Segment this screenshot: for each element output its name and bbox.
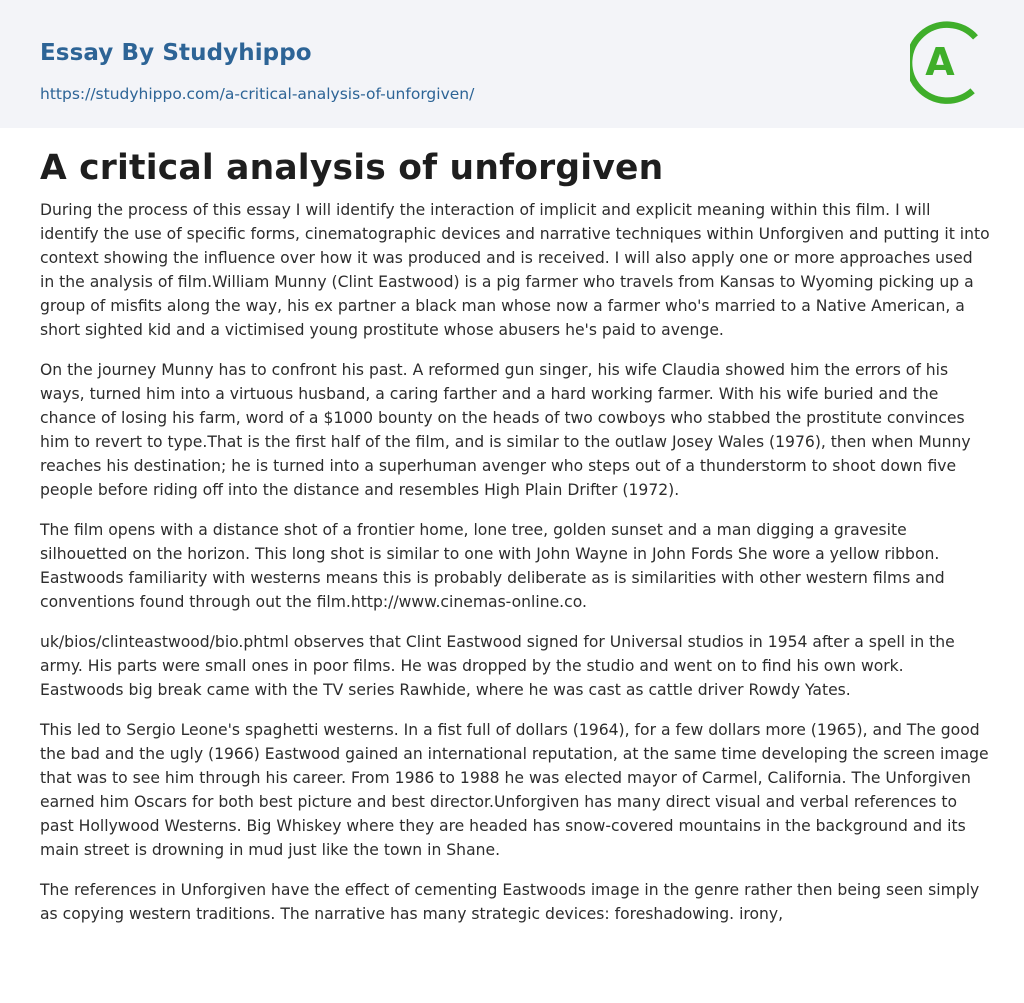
paragraph: This led to Sergio Leone's spaghetti westerns. In a fist full of dollars (1964), for a few dollars more (1965), and The good the bad and the ugly (1966) Eastwood gained an international reputation, at the same time developing the screen image that was to see him through his career. From 1986 to 1988 he was elected mayor of Carmel, California. The Unforgiven earned him Oscars for both best picture and best director.Unforgiven has many direct visual and verbal references to past Hollywood Westerns. Big Whiskey where they are headed has snow-covered mountains in the background and its main street is drowning in mud just like the town in Shane. — [40, 721, 989, 859]
brand-title[interactable]: Essay By Studyhippo — [40, 40, 312, 66]
source-url-link[interactable]: https://studyhippo.com/a-critical-analysis-of-unforgiven/ — [40, 85, 475, 103]
studyhippo-logo-icon[interactable] — [910, 19, 988, 107]
paragraph: During the process of this essay I will identify the interaction of implicit and explicit meaning within this film. I will identify the use of specific forms, cinematographic devices and narrative techniques within Unforgiven and putting it into context showing the influence over how it was produced and is received. I will also apply one or more approaches used in the analysis of film.William Munny (Clint Eastwood) is a pig farmer who travels from Kansas to Wyoming picking up a group of misfits along the way, his ex partner a black man whose now a farmer who's married to a Native American, a short sighted kid and a victimised young prostitute whose abusers he's paid to avenge. — [40, 201, 990, 339]
paragraph: On the journey Munny has to confront his past. A reformed gun singer, his wife Claudia showed him the errors of his ways, turned him into a virtuous husband, a caring farther and a hard working farmer. With his wife buried and the chance of losing his farm, word of a $1000 bounty on the heads of two cowboys who stabbed the prostitute convinces him to revert to type.That is the first half of the film, and is similar to the outlaw Josey Wales (1976), then when Munny reaches his destination; he is turned into a superhuman avenger who steps out of a thunderstorm to shoot down five people before riding off into the distance and resembles High Plain Drifter (1972). — [40, 361, 971, 499]
site-header — [0, 0, 1024, 128]
paragraph: The film opens with a distance shot of a frontier home, lone tree, golden sunset and a man digging a gravesite silhouetted on the horizon. This long shot is similar to one with John Wayne in John Fords She wore a yellow ribbon. Eastwoods familiarity with westerns means this is probably deliberate as is similarities with other western films and conventions found through out the film.http://www.cinemas-online.co. — [40, 521, 945, 611]
paragraph: uk/bios/clinteastwood/bio.phtml observes that Clint Eastwood signed for Universal studios in 1954 after a spell in the army. His parts were small ones in poor films. He was dropped by the studio and went on to find his own work. Eastwoods big break came with the TV series Rawhide, where he was cast as cattle driver Rowdy Yates. — [40, 633, 955, 699]
article — [40, 144, 990, 942]
paragraph: The references in Unforgiven have the effect of cementing Eastwoods image in the genre rather then being seen simply as copying western traditions. The narrative has many strategic devices: foreshadowing. irony, — [40, 881, 980, 923]
logo-letter: A — [925, 40, 955, 84]
page-title: A critical analysis of unforgiven — [40, 148, 664, 188]
